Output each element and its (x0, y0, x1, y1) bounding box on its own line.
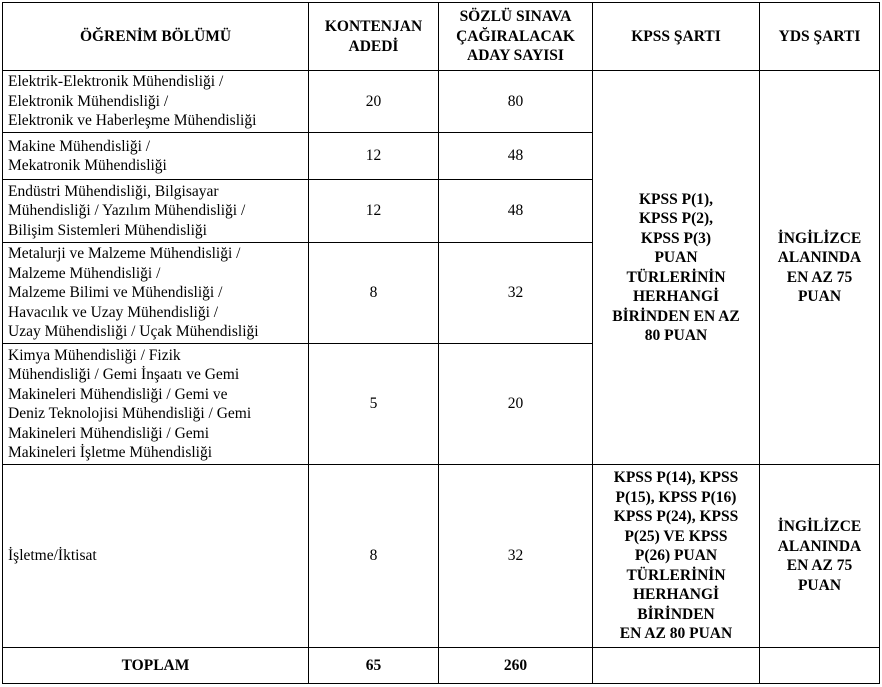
total-row (3, 648, 880, 684)
header-kpss: KPSS ŞARTI (593, 3, 760, 71)
oral-exam-cell: 80 (439, 71, 593, 133)
oral-exam-cell: 48 (439, 133, 593, 180)
quota-cell: 12 (309, 133, 439, 180)
header-quota: KONTENJAN ADEDİ (309, 3, 439, 71)
header-yds: YDS ŞARTI (760, 3, 880, 71)
total-quota: 65 (309, 648, 439, 684)
oral-exam-cell: 48 (439, 180, 593, 243)
total-label: TOPLAM (3, 648, 309, 684)
empty-cell (593, 648, 760, 684)
quota-cell: 20 (309, 71, 439, 133)
table-row (3, 71, 880, 133)
empty-cell (760, 648, 880, 684)
department-cell: Makine Mühendisliği / Mekatronik Mühendisliği (3, 133, 309, 180)
header-oral-exam: SÖZLÜ SINAVA ÇAĞIRALACAK ADAY SAYISI (439, 3, 593, 71)
quota-cell: 5 (309, 344, 439, 465)
business-yds-requirement: İNGİLİZCE ALANINDA EN AZ 75 PUAN (760, 465, 880, 648)
oral-exam-cell: 20 (439, 344, 593, 465)
header-department: ÖĞRENİM BÖLÜMÜ (3, 3, 309, 71)
business-kpss-requirement: KPSS P(14), KPSS P(15), KPSS P(16) KPSS P(24), KPSS P(25) VE KPSS P(26) PUAN TÜRLERİNİN HERHANGİ BİRİNDEN EN AZ 80 PUAN (593, 465, 760, 648)
engineering-yds-requirement: İNGİLİZCE ALANINDA EN AZ 75 PUAN (760, 71, 880, 465)
department-cell: İşletme/İktisat (3, 465, 309, 648)
total-oral-exam: 260 (439, 648, 593, 684)
oral-exam-cell: 32 (439, 465, 593, 648)
department-cell: Kimya Mühendisliği / Fizik Mühendisliği / Gemi İnşaatı ve Gemi Makineleri Mühendisliği / Gemi ve Deniz Teknolojisi Mühendisliği / Gemi Makineleri Mühendisliği / Gemi Makineleri İşletme Mühendisliği (3, 344, 309, 465)
quota-table (2, 2, 880, 684)
quota-cell: 12 (309, 180, 439, 243)
department-cell: Elektrik-Elektronik Mühendisliği / Elektronik Mühendisliği / Elektronik ve Haberleşme Mühendisliği (3, 71, 309, 133)
quota-cell: 8 (309, 465, 439, 648)
quota-cell: 8 (309, 243, 439, 344)
department-cell: Endüstri Mühendisliği, Bilgisayar Mühendisliği / Yazılım Mühendisliği / Bilişim Sistemleri Mühendisliği (3, 180, 309, 243)
department-cell: Metalurji ve Malzeme Mühendisliği / Malzeme Mühendisliği / Malzeme Bilimi ve Mühendisliği / Havacılık ve Uzay Mühendisliği / Uzay Mühendisliği / Uçak Mühendisliği (3, 243, 309, 344)
engineering-kpss-requirement: KPSS P(1), KPSS P(2), KPSS P(3) PUAN TÜRLERİNİN HERHANGİ BİRİNDEN EN AZ 80 PUAN (593, 71, 760, 465)
table-row (3, 465, 880, 648)
header-row (3, 3, 880, 71)
oral-exam-cell: 32 (439, 243, 593, 344)
